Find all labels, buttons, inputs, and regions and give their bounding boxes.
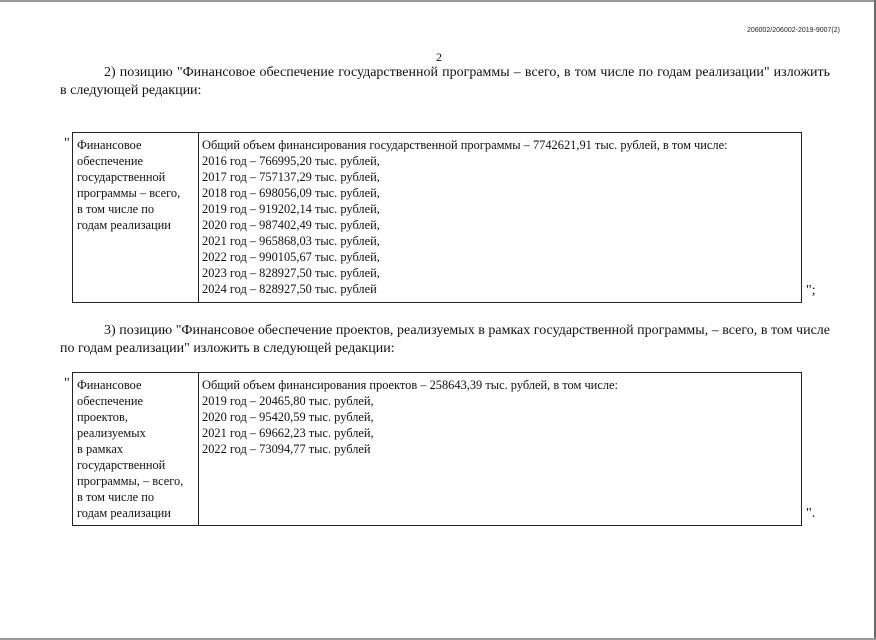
page-number: 2 (436, 50, 442, 64)
table1-value-line: 2018 год – 698056,09 тыс. рублей, (202, 186, 380, 200)
table2-label-line: государственной (77, 458, 166, 472)
table2-open-quote: " (64, 376, 70, 391)
table1-value-line: 2021 год – 965868,03 тыс. рублей, (202, 234, 380, 248)
table1-value-line: 2019 год – 919202,14 тыс. рублей, (202, 202, 380, 216)
table2-value-line: 2021 год – 69662,23 тыс. рублей, (202, 426, 374, 440)
page-border-top (0, 0, 876, 2)
table2-label-line: программы, – всего, (77, 474, 184, 488)
table1-value-line: Общий объем финансирования государственной программы – 7742621,91 тыс. рублей, в том числе: (202, 138, 728, 152)
table1-label-line: в том числе по (77, 202, 155, 216)
table1-label-line: государственной (77, 170, 166, 184)
table2-financing-projects (72, 372, 802, 526)
table1-label-line: обеспечение (77, 154, 143, 168)
table1-label-line: Финансовое (77, 138, 142, 152)
paragraph-3: 3) позицию "Финансовое обеспечение проектов, реализуемых в рамках государственной программы, – всего, в том числе по годам реализации" изложить в следующей редакции: (60, 323, 830, 356)
table1-value-line: 2024 год – 828927,50 тыс. рублей (202, 282, 377, 296)
table1-open-quote: " (64, 136, 70, 151)
table2-label-line: в рамках (77, 442, 124, 456)
table2-value-line: 2020 год – 95420,59 тыс. рублей, (202, 410, 374, 424)
table2-value-cell (199, 373, 802, 526)
table1-label-line: годам реализации (77, 218, 171, 232)
table1-label-line: программы – всего, (77, 186, 181, 200)
table2-label-line: проектов, (77, 410, 128, 424)
paragraph-2: 2) позицию "Финансовое обеспечение государственной программы – всего, в том числе по годам реализации" изложить в следующей редакции: (60, 65, 830, 98)
table1-label-cell (73, 133, 199, 303)
table1-value-line: 2023 год – 828927,50 тыс. рублей, (202, 266, 380, 280)
table2-label-line: реализуемых (77, 426, 146, 440)
table2-value-line: 2019 год – 20465,80 тыс. рублей, (202, 394, 374, 408)
table1-financing-program (72, 132, 802, 303)
table1-value-line: 2017 год – 757137,29 тыс. рублей, (202, 170, 380, 184)
table2-label-cell (73, 373, 199, 526)
table2-label-line: годам реализации (77, 506, 171, 520)
table1-row (73, 133, 802, 303)
table2-row (73, 373, 802, 526)
document-id: 206002/206002-2019-9007(2) (746, 27, 840, 34)
table1-value-cell (199, 133, 802, 303)
table2-label-line: Финансовое (77, 378, 142, 392)
table2-close-quote: ". (806, 506, 816, 521)
table2-label-line: обеспечение (77, 394, 143, 408)
table1-value-line: 2020 год – 987402,49 тыс. рублей, (202, 218, 380, 232)
table2-label-line: в том числе по (77, 490, 155, 504)
table1-close-quote: "; (806, 283, 816, 298)
table2-value-line: 2022 год – 73094,77 тыс. рублей (202, 442, 371, 456)
table1-value-line: 2022 год – 990105,67 тыс. рублей, (202, 250, 380, 264)
table2-value-line: Общий объем финансирования проектов – 258643,39 тыс. рублей, в том числе: (202, 378, 618, 392)
table1-value-line: 2016 год – 766995,20 тыс. рублей, (202, 154, 380, 168)
